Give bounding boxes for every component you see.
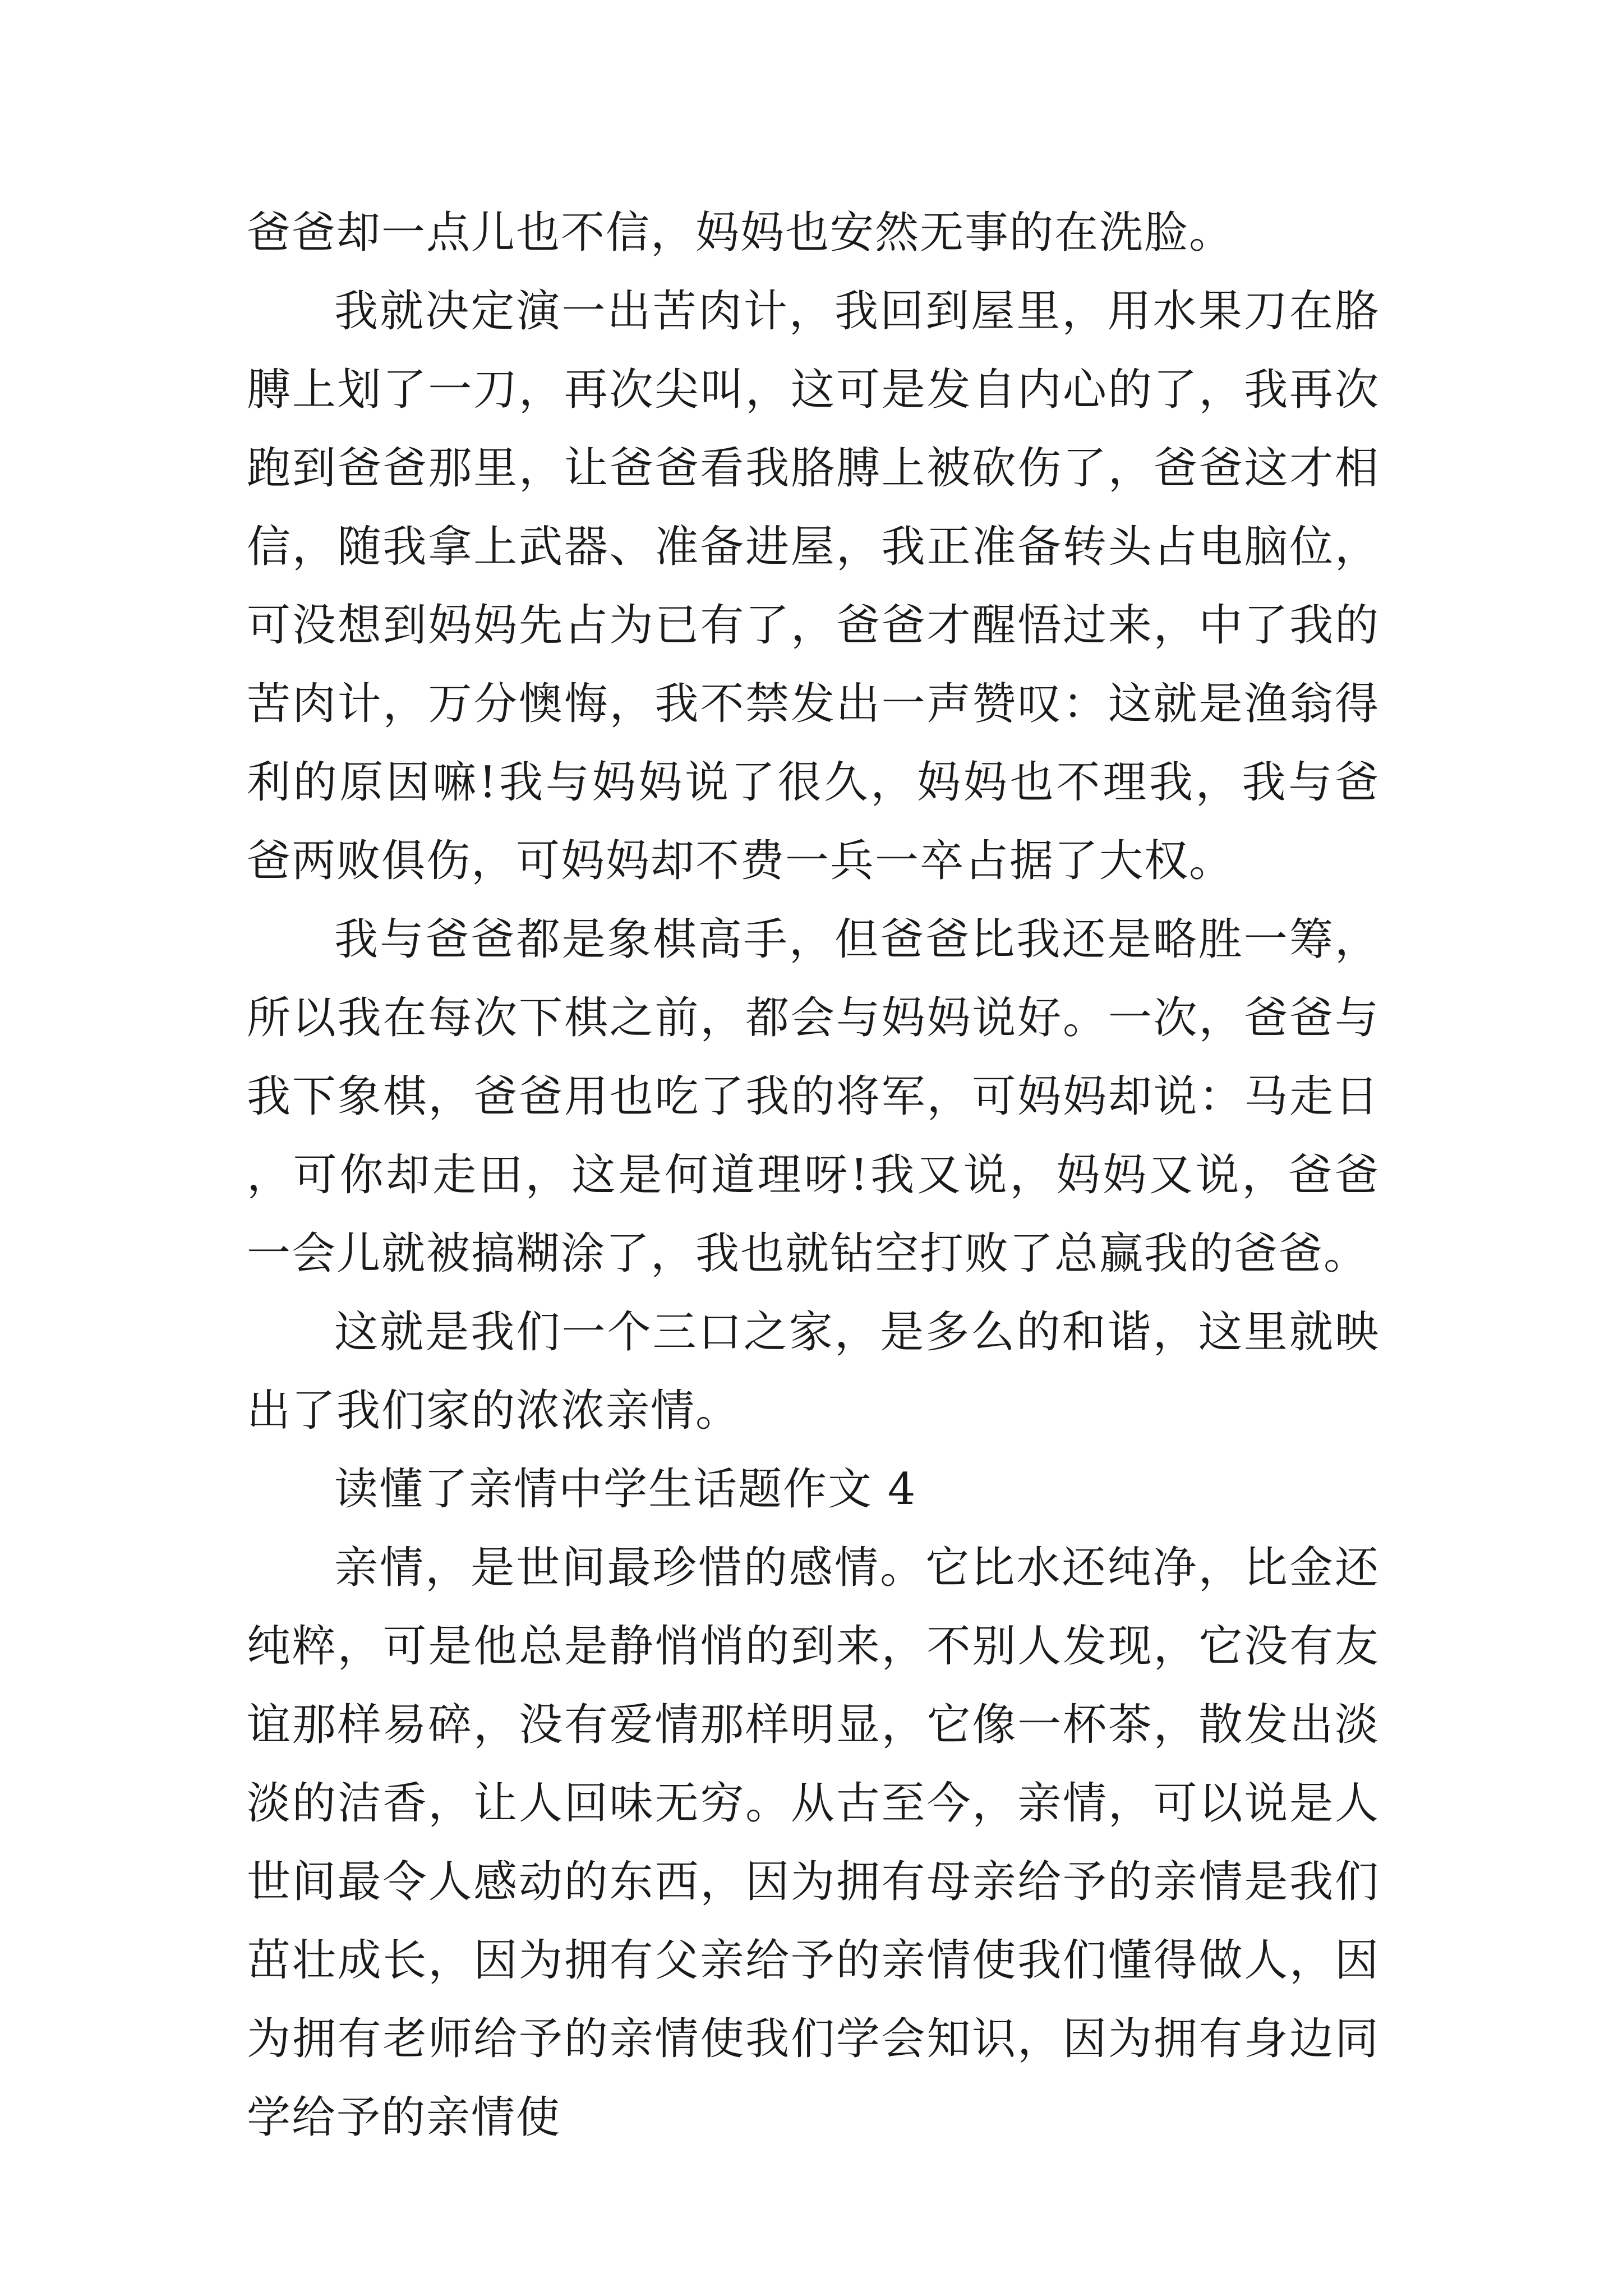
paragraph-2: 我就决定演一出苦肉计，我回到屋里，用水果刀在胳膊上划了一刀，再次尖叫，这可是发自内心的了，我再次跑到爸爸那里，让爸爸看我胳膊上被砍伤了，爸爸这才相信，随我拿上武器、准备进屋，我正准备转头占电脑位，可没想到妈妈先占为已有了，爸爸才醒悟过来，中了我的苦肉计，万分懊悔，我不禁发出一声赞叹：这就是渔翁得利的原因嘛!我与妈妈说了很久，妈妈也不理我，我与爸爸两败俱伤，可妈妈却不费一兵一卒占据了大权。 [247,286,1380,886]
paragraph-5: 亲情，是世间最珍惜的感情。它比水还纯净，比金还纯粹，可是他总是静悄悄的到来，不别人发现，它没有友谊那样易碎，没有爱情那样明显，它像一杯茶，散发出淡淡的洁香，让人回味无穷。从古至今，亲情，可以说是人世间最令人感动的东西，因为拥有母亲给予的亲情是我们茁壮成长，因为拥有父亲给予的亲情使我们懂得做人，因为拥有老师给予的亲情使我们学会知识，因为拥有身边同学给予的亲情使 [247,1543,1380,2143]
paragraph-3: 我与爸爸都是象棋高手，但爸爸比我还是略胜一筹，所以我在每次下棋之前，都会与妈妈说好。一次，爸爸与我下象棋，爸爸用也吃了我的将军，可妈妈却说：马走日，可你却走田，这是何道理呀!我又说，妈妈又说，爸爸一会儿就被搞糊涂了，我也就钻空打败了总赢我的爸爸。 [247,914,1380,1279]
paragraph-4: 这就是我们一个三口之家，是多么的和谐，这里就映出了我们家的浓浓亲情。 [247,1307,1380,1436]
paragraph-1: 爸爸却一点儿也不信，妈妈也安然无事的在洗脸。 [247,208,1234,258]
body-text [247,194,1380,2157]
section-heading: 读懂了亲情中学生话题作文 4 [334,1464,917,1515]
